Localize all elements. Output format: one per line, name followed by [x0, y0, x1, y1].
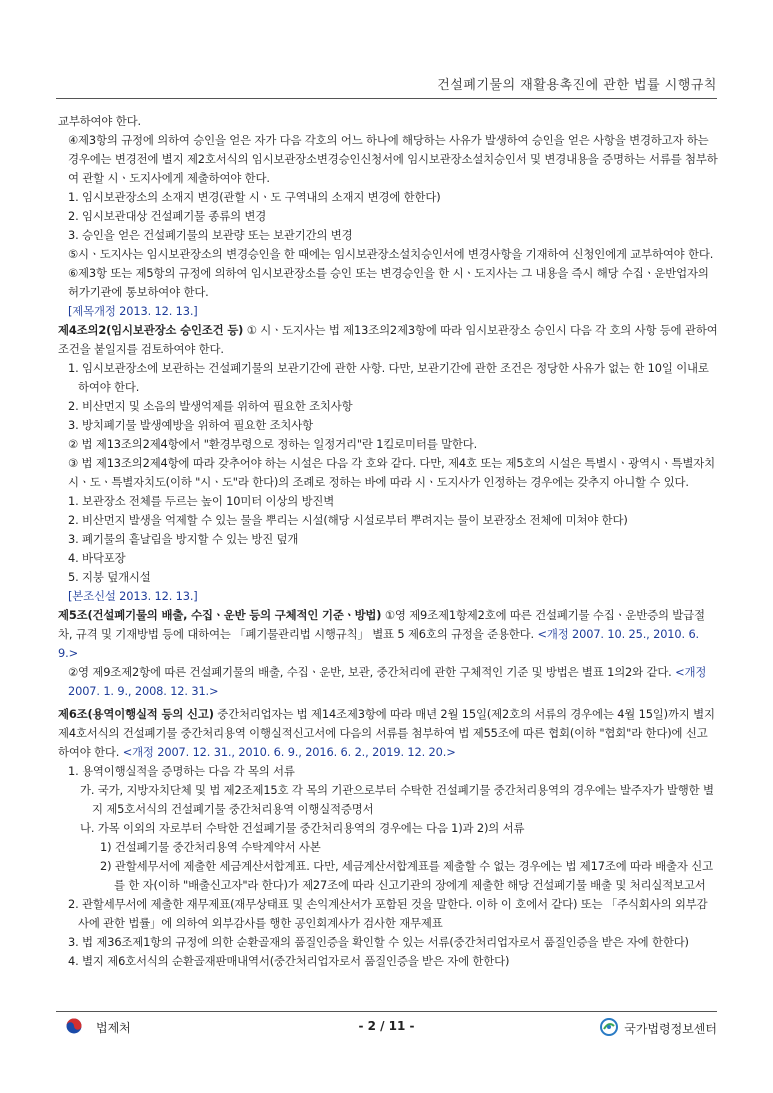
article-text: ① 시ㆍ도지사는 법 제13조의2제3항에 따라 임시보관장소 승인시 다음 각 호의 사항 등에 관하여 조건을 붙일지를 검토하여야 한다. — [58, 323, 718, 356]
sub-sub-list-item: 1) 건설폐기물 중간처리용역 수탁계약서 사본 — [100, 840, 321, 854]
article-5 — [58, 606, 718, 663]
list-item: 2. 임시보관대상 건설폐기물 종류의 변경 — [68, 209, 267, 223]
footer-divider — [56, 1011, 717, 1012]
article-4-2 — [58, 321, 718, 359]
paragraph-2 — [58, 663, 718, 701]
page-number: - 2 / 11 - — [358, 1019, 415, 1033]
list-item: 3. 법 제36조제1항의 규정에 의한 순환골재의 품질인증을 확인할 수 있는 서류(중간처리업자로서 품질인증을 받은 자에 한한다) — [68, 935, 689, 949]
list-item: 1. 보관장소 전체를 두르는 높이 10미터 이상의 방진벽 — [68, 494, 335, 508]
list-item: 1. 임시보관장소에 보관하는 건설폐기물의 보관기간에 관한 사항. 다만, 보관기간에 관한 조건은 정당한 사유가 없는 한 10일 이내로 하여야 한다. — [68, 361, 709, 394]
list-item: 3. 승인을 얻은 건설폐기물의 보관량 또는 보관기간의 변경 — [68, 228, 353, 242]
article-title: 제5조(건설폐기물의 배출, 수집ㆍ운반 등의 구체적인 기준ㆍ방법) — [58, 608, 382, 622]
page-footer — [56, 1016, 717, 1040]
list-item: 4. 바닥포장 — [68, 551, 126, 565]
header-divider — [56, 98, 717, 99]
paragraph-2: ② 법 제13조의2제4항에서 "환경부령으로 정하는 일정거리"란 1킬로미터를 말한다. — [68, 437, 478, 451]
paragraph-3: ③ 법 제13조의2제4항에 따라 갖추어야 하는 시설은 다음 각 호와 같다. 다만, 제4호 또는 제5호의 시설은 특별시ㆍ광역시ㆍ특별자치시ㆍ도ㆍ특별자치도(이하 "시ㆍ도"라 한다)의 조례로 정하는 바에 따라 시ㆍ도지사가 인정하는 경우에는 갖추지 아니할 수 있다. — [68, 456, 715, 489]
document-body — [58, 112, 718, 971]
list-item: 2. 비산먼지 발생을 억제할 수 있는 물을 뿌리는 시설(해당 시설로부터 뿌려지는 물이 보관장소 전체에 미쳐야 한다) — [68, 513, 628, 527]
article-text: 중간처리업자는 법 제14조제3항에 따라 매년 2월 15일(제2호의 서류의 경우에는 4월 15일)까지 별지 제4호서식의 건설폐기물 중간처리용역 이행실적신고서에 다음의 서류를 첨부하여 법 제55조에 따른 협회(이하 "협회"라 한다)에 신고하여야 한다. — [58, 707, 715, 759]
revision-note: <개정 2007. 10. 25., 2010. 6. 9.> — [58, 627, 700, 660]
law-center-logo-icon — [600, 1018, 618, 1039]
sub-list-item: 나. 가목 이외의 자로부터 수탁한 건설폐기물 중간처리용역의 경우에는 다음 1)과 2)의 서류 — [80, 821, 525, 835]
list-item: 1. 용역이행실적을 증명하는 다음 각 목의 서류 — [68, 764, 295, 778]
list-item: 5. 지붕 덮개시설 — [68, 570, 151, 584]
paragraph-4: ④제3항의 규정에 의하여 승인을 얻은 자가 다음 각호의 어느 하나에 해당하는 사유가 발생하여 승인을 얻은 사항을 변경하고자 하는 경우에는 변경전에 별지 제2호서식의 임시보관장소변경승인신청서에 임시보관장소설치승인서 및 변경내용을 증명하는 서류를 첨부하여 관할 시ㆍ도지사에게 제출하여야 한다. — [68, 133, 718, 185]
paragraph-6: ⑥제3항 또는 제5항의 규정에 의하여 임시보관장소를 승인 또는 변경승인을 한 시ㆍ도지사는 그 내용을 즉시 해당 수집ㆍ운반업자의 허가기관에 통보하여야 한다. — [68, 266, 709, 299]
revision-note: [제목개정 2013. 12. 13.] — [68, 304, 198, 318]
revision-note: <개정 2007. 12. 31., 2010. 6. 9., 2016. 6. 2., 2019. 12. 20.> — [122, 745, 456, 759]
revision-note: <개정 2007. 1. 9., 2008. 12. 31.> — [68, 665, 707, 698]
sub-sub-list-item: 2) 관할세무서에 제출한 세금계산서합계표. 다만, 세금계산서합계표를 제출할 수 없는 경우에는 법 제17조에 따라 배출자 신고를 한 자(이하 "배출신고자"라 한다)가 제27조에 따라 신고기관의 장에게 제출한 해당 건설폐기물 배출 및 처리실적보고서 — [100, 859, 713, 892]
paragraph-5: ⑤시ㆍ도지사는 임시보관장소의 변경승인을 한 때에는 임시보관장소설치승인서에 변경사항을 기재하여 신청인에게 교부하여야 한다. — [68, 247, 714, 261]
list-item: 2. 관할세무서에 제출한 재무제표(재무상태표 및 손익계산서가 포함된 것을 말한다. 이하 이 호에서 같다) 또는 「주식회사의 외부감사에 관한 법률」에 의하여 외부감사를 행한 공인회계사가 검사한 재무제표 — [68, 897, 708, 930]
list-item: 3. 방치폐기물 발생예방을 위하여 필요한 조치사항 — [68, 418, 313, 432]
paragraph-text: ②영 제9조제2항에 따른 건설폐기물의 배출, 수집ㆍ운반, 보관, 중간처리에 관한 구체적인 기준 및 방법은 별표 1의2와 같다. — [68, 665, 676, 679]
header-title: 건설폐기물의 재활용촉진에 관한 법률 시행규칙 — [437, 78, 717, 93]
footer-right — [600, 1018, 717, 1039]
text-line: 교부하여야 한다. — [58, 114, 141, 128]
article-title: 제4조의2(임시보관장소 승인조건 등) — [58, 323, 244, 337]
article-title: 제6조(용역이행실적 등의 신고) — [58, 707, 214, 721]
article-text: ①영 제9조제1항제2호에 따른 건설폐기물 수집ㆍ운반증의 발급절차, 규격 및 기재방법 등에 대하여는 「폐기물관리법 시행규칙」 별표 5 제6호의 규정을 준용한다. — [58, 608, 705, 641]
article-6 — [58, 705, 718, 762]
list-item: 4. 별지 제6호서식의 순환골재판매내역서(중간처리업자로서 품질인증을 받은 자에 한한다) — [68, 954, 510, 968]
footer-center-label: 국가법령정보센터 — [624, 1022, 717, 1036]
list-item: 3. 폐기물의 흩날림을 방지할 수 있는 방진 덮개 — [68, 532, 299, 546]
revision-note: [본조신설 2013. 12. 13.] — [68, 589, 198, 603]
sub-list-item: 가. 국가, 지방자치단체 및 법 제2조제15호 각 목의 기관으로부터 수탁한 건설폐기물 중간처리용역의 경우에는 발주자가 발행한 별지 제5호서식의 건설폐기물 중간처리용역 이행실적증명서 — [80, 783, 714, 816]
list-item: 1. 임시보관장소의 소재지 변경(관할 시ㆍ도 구역내의 소재지 변경에 한한다) — [68, 190, 441, 204]
list-item: 2. 비산먼지 및 소음의 발생억제를 위하여 필요한 조치사항 — [68, 399, 353, 413]
footer-agency-label: 법제처 — [96, 1021, 131, 1035]
